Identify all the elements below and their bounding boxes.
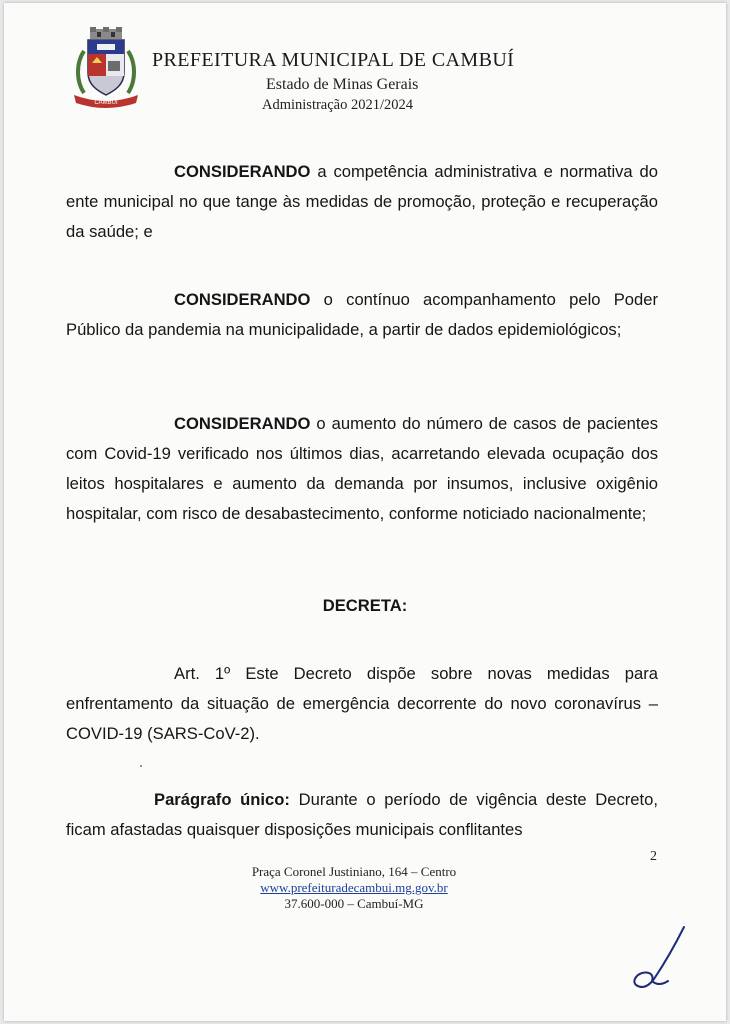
municipality-title: PREFEITURA MUNICIPAL DE CAMBUÍ bbox=[152, 49, 515, 71]
article-1 bbox=[66, 659, 658, 749]
paragraph-text: o contínuo acompanhamento pelo Poder Público da pandemia na municipalidade, a partir de dados epidemiológicos; bbox=[66, 290, 658, 339]
document-page bbox=[4, 3, 726, 1021]
paragraph-text: a competência administrativa e normativa do ente municipal no que tange às medidas de promoção, proteção e recuperação da saúde; e bbox=[66, 162, 658, 241]
paragraph-text: Durante o período de vigência deste Decreto, ficam afastadas quaisquer disposições municipais conflitantes bbox=[66, 790, 658, 839]
scan-speck bbox=[140, 765, 142, 767]
state-name: Estado de Minas Gerais bbox=[266, 76, 419, 93]
article-1-text: Art. 1º Este Decreto dispõe sobre novas medidas para enfrentamento da situação de emergência decorrente do novo coronavírus – COVID-19 (SARS-CoV-2). bbox=[66, 664, 658, 743]
municipal-crest-icon bbox=[70, 27, 142, 109]
page-number: 2 bbox=[650, 849, 657, 864]
paragrafo-unico bbox=[66, 785, 658, 845]
considerando-paragraph-1 bbox=[66, 157, 658, 247]
paragraph-lead: Parágrafo único: bbox=[154, 790, 290, 809]
svg-text:CAMBUÍ: CAMBUÍ bbox=[94, 100, 118, 106]
paragraph-lead: CONSIDERANDO bbox=[174, 162, 311, 181]
considerando-paragraph-2 bbox=[66, 285, 658, 345]
footer-cep-city: 37.600-000 – Cambuí-MG bbox=[284, 896, 424, 911]
paragraph-lead: CONSIDERANDO bbox=[174, 290, 311, 309]
footer-address: Praça Coronel Justiniano, 164 – Centro bbox=[251, 864, 457, 879]
considerando-paragraph-3 bbox=[66, 409, 658, 529]
paragraph-lead: CONSIDERANDO bbox=[174, 414, 311, 433]
letterhead bbox=[4, 3, 726, 123]
footer bbox=[154, 864, 554, 912]
paragraph-text: o aumento do número de casos de pacientes com Covid-19 verificado nos últimos dias, acarretando elevada ocupação dos leitos hospitalares e aumento da demanda por insumos, inclusive oxigênio hospitalar, com risco de desabastecimento, conforme noticiado nacionalmente; bbox=[66, 414, 658, 523]
footer-website-link[interactable]: www.prefeituradecambui.mg.gov.br bbox=[260, 880, 448, 895]
handwritten-signature-icon bbox=[626, 925, 696, 995]
administration-term: Administração 2021/2024 bbox=[262, 97, 414, 113]
decreta-heading: DECRETA: bbox=[322, 596, 408, 615]
